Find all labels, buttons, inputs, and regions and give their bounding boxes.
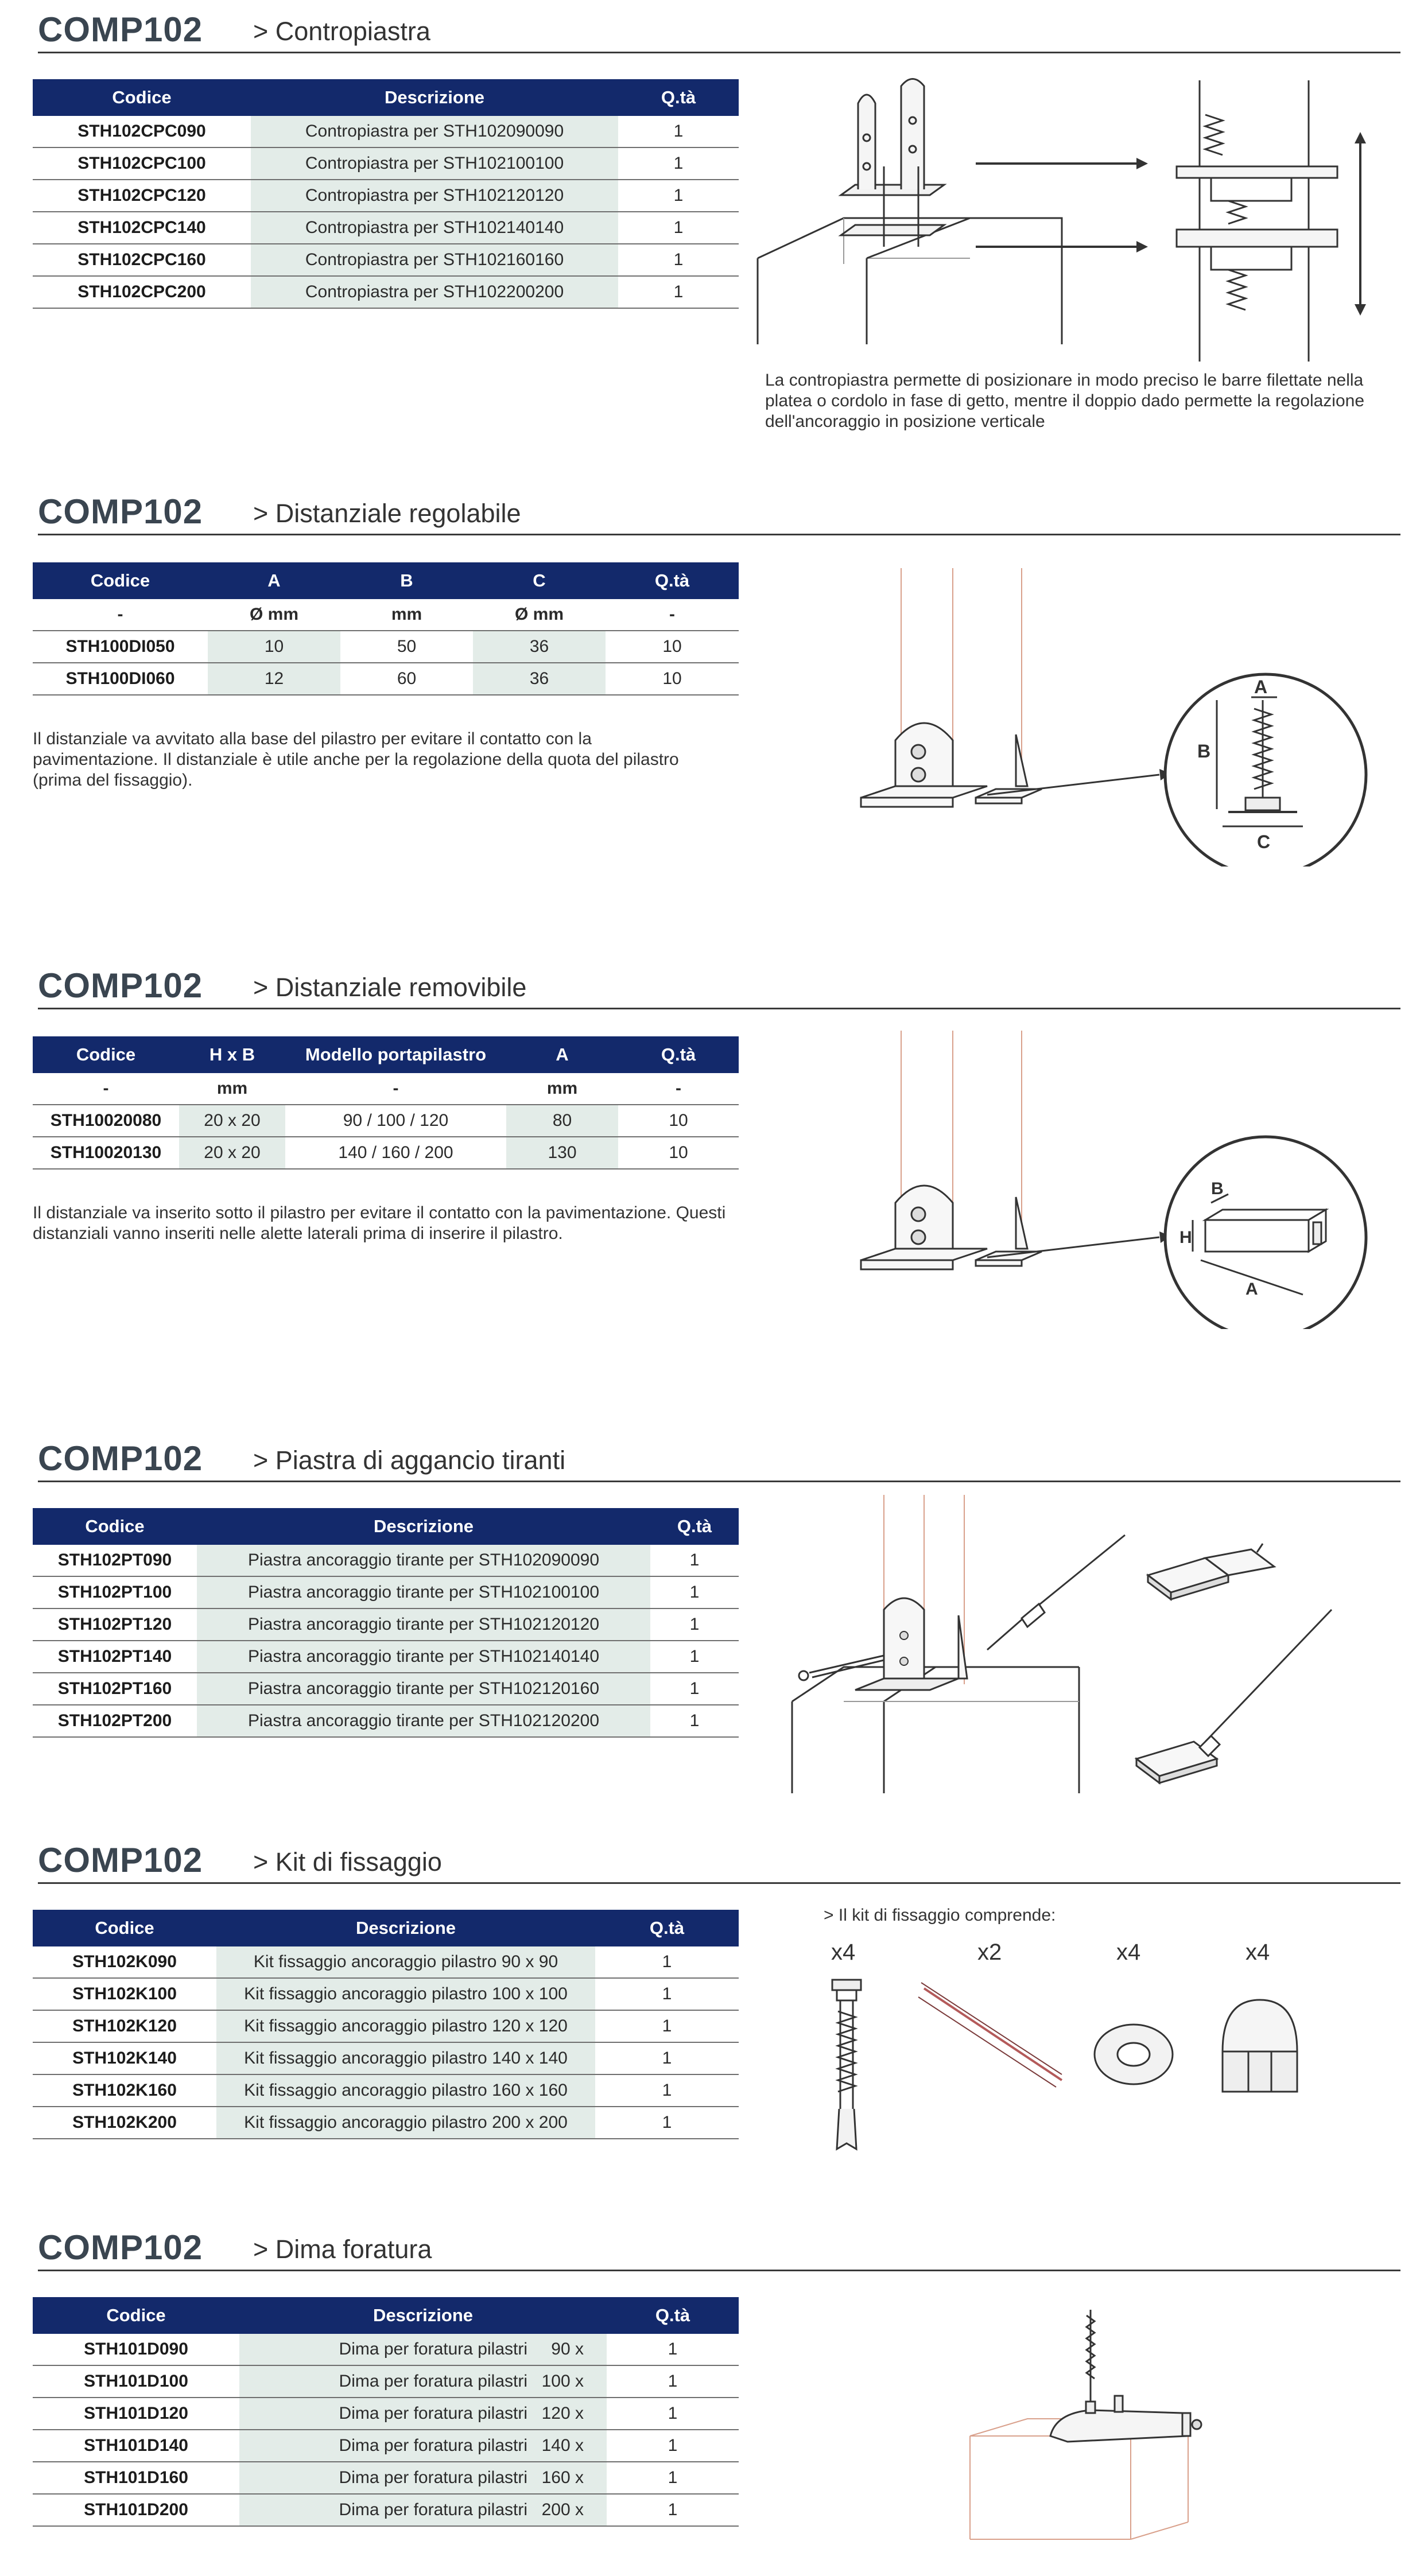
cell-description: Dima per foratura pilastri [239,2430,538,2462]
cell-description: Contropiastra per STH102200200 [251,276,618,308]
label-c: C [1257,832,1271,852]
table-header-row [33,1508,739,1545]
section-header [38,2229,1400,2271]
table-row [33,1978,739,2010]
section-title: > Kit di fissaggio [253,1847,442,1876]
table-row [33,1705,739,1737]
cell-qty: 1 [618,147,739,180]
cell-code: STH102PT160 [33,1673,197,1705]
cell-size: 120 x [538,2398,607,2430]
column-header: Q.tà [650,1508,739,1545]
cell-c: 36 [473,663,606,695]
dima-foratura-table [33,2297,739,2527]
section-kit-fissaggio [0,1842,1424,2186]
cell-qty: 1 [595,2010,739,2042]
cell-qty: 10 [606,631,739,663]
cell-qty: 1 [607,2430,739,2462]
label-a: A [1245,1280,1258,1299]
cell-code: STH101D100 [33,2365,239,2398]
section-code: COMP102 [38,10,203,49]
cell-qty: 10 [618,1137,739,1169]
section-code: COMP102 [38,492,203,531]
cell-code: STH102K200 [33,2107,216,2139]
column-header: H x B [179,1036,285,1073]
cell-qty: 1 [607,2334,739,2365]
table-row [33,244,739,276]
cell-hxb: 20 x 20 [179,1105,285,1137]
piastra-tiranti-table [33,1508,739,1738]
cell-description: Piastra ancoraggio tirante per STH102120120 [197,1608,650,1641]
cell-unit: - [606,599,739,631]
cell-qty: 1 [595,2107,739,2139]
cell-size: 100 x [538,2365,607,2398]
cell-description: Contropiastra per STH102090090 [251,116,618,147]
column-header: Modello portapilastro [285,1036,506,1073]
cell-b: 50 [340,631,473,663]
cell-code: STH100DI050 [33,631,208,663]
label-b: B [1211,1179,1224,1198]
column-header: Descrizione [251,79,618,116]
cell-qty: 1 [650,1545,739,1576]
column-header: Descrizione [216,1910,595,1946]
table-row [33,1608,739,1641]
table-row [33,2398,739,2430]
cell-description: Kit fissaggio ancoraggio pilastro 200 x 200 [216,2107,595,2139]
cell-code: STH102CPC140 [33,212,251,244]
column-header: B [340,562,473,599]
count-cap-nut: x4 [1245,1940,1270,1965]
section-header [38,1842,1400,1884]
cell-code: STH101D090 [33,2334,239,2365]
cell-description: Kit fissaggio ancoraggio pilastro 100 x 100 [216,1978,595,2010]
cell-code: STH10020130 [33,1137,179,1169]
cell-description: Dima per foratura pilastri [239,2398,538,2430]
section-distanziale-regolabile [0,494,1424,930]
table-row [33,2462,739,2494]
cell-code: STH102K100 [33,1978,216,2010]
cell-unit: - [285,1073,506,1105]
cell-qty: 1 [650,1576,739,1608]
column-header: Descrizione [239,2297,607,2334]
column-header: Codice [33,1036,179,1073]
cell-code: STH101D160 [33,2462,239,2494]
washer-icon [1095,2025,1173,2084]
cell-qty: 1 [618,244,739,276]
cell-unit: - [33,1073,179,1105]
section-header [38,11,1400,53]
section-code: COMP102 [38,2228,203,2267]
anchor-bolt-icon [832,1980,861,2149]
cell-size: 140 x [538,2430,607,2462]
table-row [33,2365,739,2398]
section-code: COMP102 [38,1439,203,1478]
column-header: Codice [33,1910,216,1946]
dima-foratura-illustration [964,2310,1228,2551]
section-contropiastra [0,11,1424,459]
table-row [33,147,739,180]
column-header: Q.tà [618,1036,739,1073]
section-code: COMP102 [38,1841,203,1879]
cell-unit: Ø mm [208,599,340,631]
column-header: Q.tà [618,79,739,116]
cell-qty: 1 [595,1978,739,2010]
cell-hxb: 20 x 20 [179,1137,285,1169]
cell-description: Kit fissaggio ancoraggio pilastro 140 x 140 [216,2042,595,2074]
cell-model: 140 / 160 / 200 [285,1137,506,1169]
kit-fissaggio-table [33,1910,739,2139]
cell-qty: 1 [650,1705,739,1737]
cell-qty: 1 [595,2074,739,2107]
cell-code: STH102K140 [33,2042,216,2074]
cell-code: STH102CPC120 [33,180,251,212]
label-b: B [1197,741,1211,761]
column-header: C [473,562,606,599]
label-h: H [1179,1228,1192,1247]
contropiastra-table [33,79,739,309]
cell-code: STH102PT120 [33,1608,197,1641]
cell-qty: 1 [650,1608,739,1641]
cell-qty: 1 [595,1946,739,1978]
cell-qty: 1 [607,2462,739,2494]
cell-size: 90 x [538,2334,607,2365]
table-row [33,276,739,308]
column-header: A [208,562,340,599]
table-row [33,1946,739,1978]
cell-size: 200 x [538,2494,607,2526]
column-header: Q.tà [606,562,739,599]
section-title: > Dima foratura [253,2235,432,2264]
cell-code: STH101D200 [33,2494,239,2526]
table-row [33,2042,739,2074]
table-row [33,2074,739,2107]
piastra-tiranti-illustration [769,1495,1400,1793]
table-row [33,212,739,244]
section-header [38,1440,1400,1482]
section-header [38,494,1400,535]
table-row [33,1137,739,1169]
table-header-row [33,562,739,599]
section-title: > Contropiastra [253,17,430,46]
cell-qty: 1 [650,1673,739,1705]
cell-unit: Ø mm [473,599,606,631]
cell-code: STH102PT140 [33,1641,197,1673]
cell-code: STH10020080 [33,1105,179,1137]
distanziale-regolabile-illustration [849,568,1395,867]
cell-description: Dima per foratura pilastri [239,2462,538,2494]
cell-code: STH102CPC200 [33,276,251,308]
table-header-row [33,1910,739,1946]
table-row [33,631,739,663]
cell-qty: 1 [618,180,739,212]
cell-a: 130 [506,1137,618,1169]
table-row [33,1545,739,1576]
cell-c: 36 [473,631,606,663]
section-code: COMP102 [38,966,203,1005]
column-header: Q.tà [607,2297,739,2334]
column-header: Codice [33,562,208,599]
table-header-row [33,79,739,116]
cell-code: STH102K090 [33,1946,216,1978]
cell-code: STH102CPC090 [33,116,251,147]
column-header: Codice [33,79,251,116]
table-row [33,2107,739,2139]
cell-unit: mm [179,1073,285,1105]
cell-description: Piastra ancoraggio tirante per STH102140140 [197,1641,650,1673]
section-piastra-aggancio-tiranti [0,1440,1424,1808]
section-title: > Distanziale regolabile [253,499,521,528]
cell-a: 12 [208,663,340,695]
column-header: Codice [33,2297,239,2334]
count-washer: x4 [1116,1940,1141,1965]
column-header: Descrizione [197,1508,650,1545]
cell-description: Kit fissaggio ancoraggio pilastro 160 x 160 [216,2074,595,2107]
cell-description: Piastra ancoraggio tirante per STH102120160 [197,1673,650,1705]
table-header-row [33,1036,739,1073]
cell-qty: 1 [595,2042,739,2074]
column-header: A [506,1036,618,1073]
table-row [33,2334,739,2365]
units-row [33,1073,739,1105]
cell-code: STH102K160 [33,2074,216,2107]
cell-description: Dima per foratura pilastri [239,2494,538,2526]
contropiastra-note: La contropiastra permette di posizionare in modo preciso le barre filettate nella platea o cordolo in fase di getto, mentre il doppio dado permette la regolazione dell'ancoraggio in posizione verticale [765,371,1365,431]
cell-code: STH102PT200 [33,1705,197,1737]
cell-qty: 1 [607,2494,739,2526]
cell-code: STH102K120 [33,2010,216,2042]
kit-includes-title: > Il kit di fissaggio comprende: [824,1906,1056,1925]
table-row [33,2494,739,2526]
cell-description: Kit fissaggio ancoraggio pilastro 90 x 90 [216,1946,595,1978]
cell-a: 10 [208,631,340,663]
cell-qty: 1 [618,116,739,147]
distanziale-regolabile-note: Il distanziale va avvitato alla base del pilastro per evitare il contatto con la pavimentazione. Il distanziale è utile anche per la regolazione della quota del pilastro (prima del fissaggio). [33,729,679,790]
contropiastra-illustration [752,75,1400,362]
cell-code: STH102PT100 [33,1576,197,1608]
cell-qty: 1 [650,1641,739,1673]
cell-size: 160 x [538,2462,607,2494]
table-row [33,1105,739,1137]
label-a: A [1254,677,1268,697]
cell-description: Piastra ancoraggio tirante per STH102090090 [197,1545,650,1576]
cell-description: Contropiastra per STH102160160 [251,244,618,276]
cell-description: Kit fissaggio ancoraggio pilastro 120 x 120 [216,2010,595,2042]
cell-unit: - [33,599,208,631]
cell-code: STH102CPC160 [33,244,251,276]
cell-qty: 10 [618,1105,739,1137]
cap-nut-icon [1223,2000,1297,2092]
cell-description: Dima per foratura pilastri [239,2365,538,2398]
table-header-row [33,2297,739,2334]
distanziale-removibile-table [33,1036,739,1170]
section-header [38,968,1400,1009]
distanziale-removibile-illustration [849,1031,1395,1329]
section-dima-foratura [0,2229,1424,2562]
table-row [33,1641,739,1673]
table-row [33,2430,739,2462]
cell-description: Contropiastra per STH102140140 [251,212,618,244]
section-title: > Piastra di aggancio tiranti [253,1446,566,1475]
section-distanziale-removibile [0,968,1424,1404]
count-anchor-bolt: x4 [831,1940,856,1965]
table-row [33,663,739,695]
cell-unit: - [618,1073,739,1105]
cell-description: Dima per foratura pilastri [239,2334,538,2365]
cell-unit: mm [340,599,473,631]
distanziale-removibile-note: Il distanziale va inserito sotto il pilastro per evitare il contatto con la pavimentazione. Questi distanziali vanno inseriti nelle alette laterali prima di inserire il pilastro. [33,1203,726,1243]
cell-code: STH101D140 [33,2430,239,2462]
cell-description: Piastra ancoraggio tirante per STH102100100 [197,1576,650,1608]
kit-components-illustration [804,1937,1378,2178]
table-row [33,2010,739,2042]
cell-a: 80 [506,1105,618,1137]
threaded-rod-icon [918,1983,1062,2087]
cell-qty: 1 [607,2398,739,2430]
count-threaded-rod: x2 [977,1940,1002,1965]
cell-model: 90 / 100 / 120 [285,1105,506,1137]
table-row [33,116,739,147]
cell-description: Piastra ancoraggio tirante per STH102120200 [197,1705,650,1737]
cell-code: STH102CPC100 [33,147,251,180]
cell-description: Contropiastra per STH102120120 [251,180,618,212]
cell-unit: mm [506,1073,618,1105]
table-row [33,1673,739,1705]
cell-code: STH102PT090 [33,1545,197,1576]
column-header: Q.tà [595,1910,739,1946]
cell-qty: 1 [618,276,739,308]
section-title: > Distanziale removibile [253,973,527,1002]
cell-b: 60 [340,663,473,695]
cell-description: Contropiastra per STH102100100 [251,147,618,180]
units-row [33,599,739,631]
cell-qty: 1 [607,2365,739,2398]
cell-code: STH101D120 [33,2398,239,2430]
table-row [33,1576,739,1608]
cell-qty: 1 [618,212,739,244]
table-row [33,180,739,212]
cell-code: STH100DI060 [33,663,208,695]
cell-qty: 10 [606,663,739,695]
column-header: Codice [33,1508,197,1545]
distanziale-regolabile-table [33,562,739,696]
